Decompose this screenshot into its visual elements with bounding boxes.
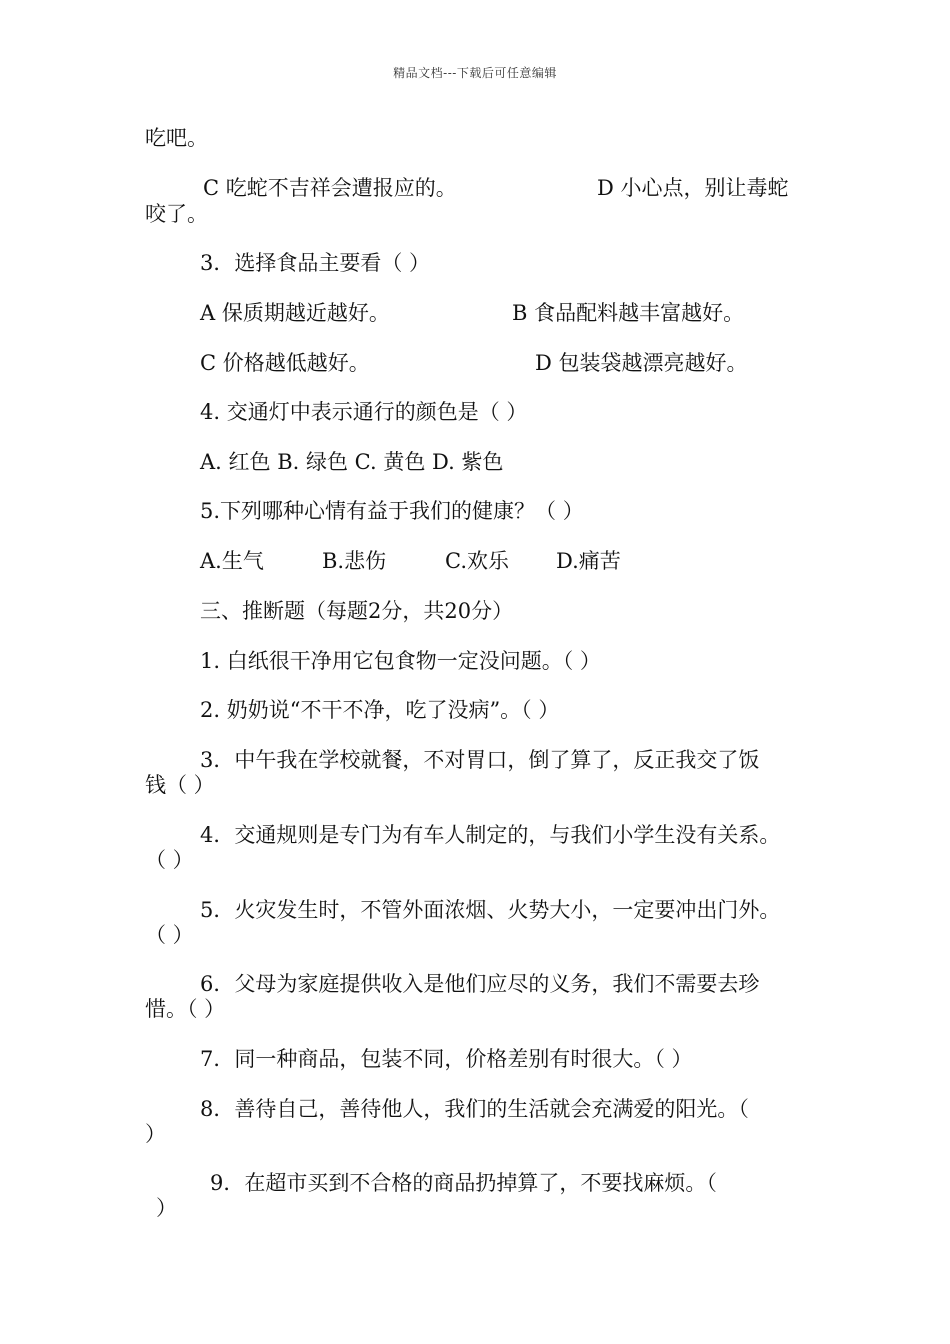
q5-option-d: D.痛苦 <box>556 549 621 573</box>
q5-option-c: C.欢乐 <box>445 549 509 573</box>
judgement-8-continuation: ） <box>145 1122 166 1146</box>
question-4: 4. 交通灯中表示通行的颜色是（ ） <box>200 400 528 424</box>
judgement-6-continuation: 惜。（ ） <box>145 997 226 1021</box>
q2-option-d-continuation: 咬了。 <box>145 202 208 226</box>
q3-option-d: D 包装袋越漂亮越好。 <box>535 351 748 375</box>
question-3: 3．选择食品主要看（ ） <box>200 251 431 275</box>
judgement-4-continuation: （ ） <box>145 848 194 872</box>
judgement-3-continuation: 钱（ ） <box>145 773 215 797</box>
judgement-9: 9．在超市买到不合格的商品扔掉算了，不要找麻烦。（ <box>210 1171 717 1195</box>
judgement-1: 1. 白纸很干净用它包食物一定没问题。（ ） <box>200 649 601 673</box>
q4-options: A. 红色 B. 绿色 C. 黄色 D. 紫色 <box>200 450 504 474</box>
q5-option-a: A.生气 <box>200 549 264 573</box>
q2-option-c: C 吃蛇不吉祥会遭报应的。 <box>203 176 457 200</box>
q2-continuation: 吃吧。 <box>145 126 208 150</box>
judgement-4: 4．交通规则是专门为有车人制定的，与我们小学生没有关系。 <box>200 823 781 847</box>
judgement-8: 8．善待自己，善待他人，我们的生活就会充满爱的阳光。（ <box>200 1097 749 1121</box>
judgement-7: 7．同一种商品，包装不同，价格差别有时很大。（ ） <box>200 1047 693 1071</box>
question-5: 5.下列哪种心情有益于我们的健康？（ ） <box>200 499 584 523</box>
q3-option-b: B 食品配料越丰富越好。 <box>512 301 745 325</box>
judgement-3: 3．中午我在学校就餐，不对胃口，倒了算了，反正我交了饭 <box>200 748 760 772</box>
judgement-5: 5．火灾发生时，不管外面浓烟、火势大小，一定要冲出门外。 <box>200 898 781 922</box>
section-3-title: 三、推断题（每题2分，共20分） <box>200 599 514 623</box>
page-header: 精品文档---下载后可任意编辑 <box>393 66 557 80</box>
judgement-2: 2. 奶奶说“不干不净，吃了没病”。（ ） <box>200 698 560 722</box>
q5-option-b: B.悲伤 <box>322 549 387 573</box>
judgement-9-continuation: ） <box>156 1196 177 1220</box>
judgement-6: 6．父母为家庭提供收入是他们应尽的义务，我们不需要去珍 <box>200 972 760 996</box>
judgement-5-continuation: （ ） <box>145 923 194 947</box>
q3-option-c: C 价格越低越好。 <box>200 351 370 375</box>
q2-option-d: D 小心点，别让毒蛇 <box>597 176 789 200</box>
q3-option-a: A 保质期越近越好。 <box>200 301 390 325</box>
